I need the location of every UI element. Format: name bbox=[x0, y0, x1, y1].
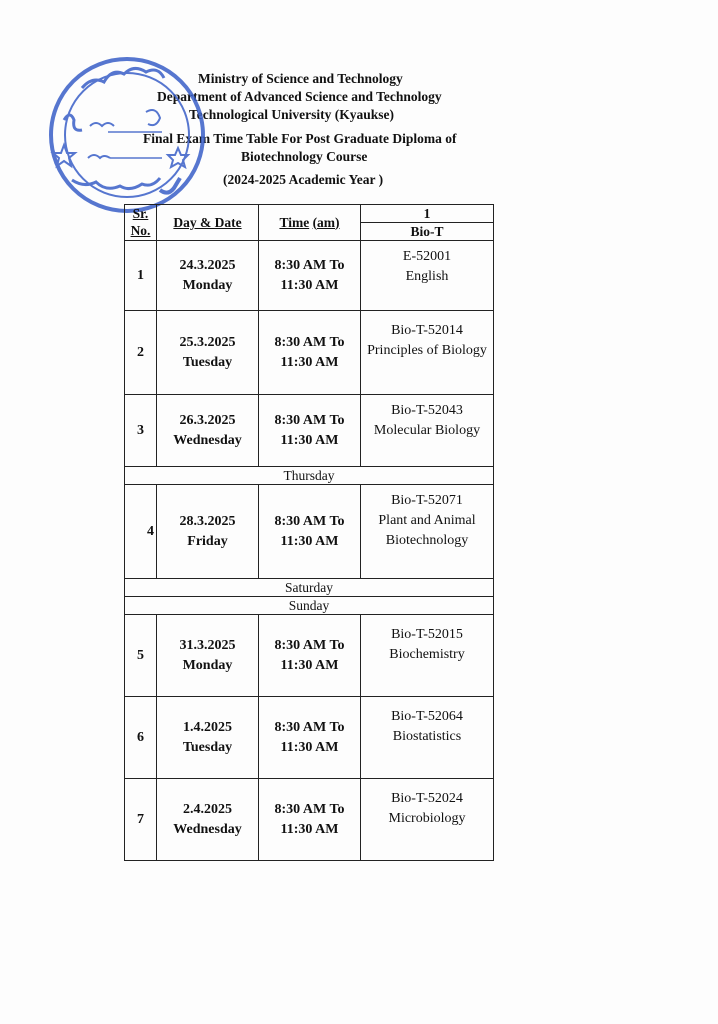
row-time-end: 11:30 AM bbox=[280, 657, 339, 673]
row-sr: 3 bbox=[125, 395, 157, 467]
subject-name: Molecular Biology bbox=[373, 423, 481, 438]
row-date-cell bbox=[157, 779, 259, 861]
row-time-start: 8:30 AM To bbox=[274, 637, 345, 653]
separator-row bbox=[125, 597, 494, 615]
row-sr: 7 bbox=[125, 779, 157, 861]
row-time-end: 11:30 AM bbox=[280, 432, 339, 448]
row-day: Wednesday bbox=[173, 821, 242, 837]
row-subject-cell bbox=[361, 779, 494, 861]
table-row bbox=[125, 311, 494, 395]
day-date-header bbox=[157, 205, 259, 241]
subject-name: Principles of Biology bbox=[367, 343, 487, 358]
row-sr: 5 bbox=[125, 615, 157, 697]
row-date-cell bbox=[157, 697, 259, 779]
row-time-start: 8:30 AM To bbox=[274, 801, 345, 817]
row-sr: 4 bbox=[125, 485, 157, 579]
separator-row bbox=[125, 467, 494, 485]
row-subject-cell bbox=[361, 485, 494, 579]
table-row bbox=[125, 779, 494, 861]
subject-name: Biostatistics bbox=[392, 729, 462, 744]
separator-label: Thursday bbox=[125, 467, 494, 485]
subject-code: Bio-T-52043 bbox=[391, 403, 463, 418]
row-subject-cell bbox=[361, 615, 494, 697]
row-date-cell bbox=[157, 311, 259, 395]
separator-label: Sunday bbox=[125, 597, 494, 615]
university-title: Technological University (Kyaukse) bbox=[189, 107, 395, 122]
row-time-cell bbox=[259, 241, 361, 311]
row-date-cell bbox=[157, 485, 259, 579]
row-date-cell bbox=[157, 395, 259, 467]
row-subject-cell bbox=[361, 241, 494, 311]
row-time-start: 8:30 AM To bbox=[274, 513, 345, 529]
row-sr: 2 bbox=[125, 311, 157, 395]
row-date-cell bbox=[157, 241, 259, 311]
row-sr: 6 bbox=[125, 697, 157, 779]
subject-name: Microbiology bbox=[388, 811, 466, 826]
subject-code: Bio-T-52071 bbox=[391, 493, 463, 508]
row-day: Tuesday bbox=[182, 739, 233, 755]
subject-name: Plant and Animal bbox=[378, 513, 476, 528]
time-unit-label: (am) bbox=[312, 214, 340, 230]
row-date: 28.3.2025 bbox=[179, 513, 236, 529]
row-date: 2.4.2025 bbox=[183, 801, 232, 817]
timetable-title: Final Exam Time Table For Post Graduate Diploma of bbox=[143, 131, 457, 146]
row-day: Monday bbox=[182, 277, 233, 293]
row-time-cell bbox=[259, 615, 361, 697]
table-row bbox=[125, 395, 494, 467]
subject-name: Biochemistry bbox=[389, 647, 465, 662]
group-name-header: Bio-T bbox=[361, 223, 494, 241]
row-time-end: 11:30 AM bbox=[280, 821, 339, 837]
row-subject-cell bbox=[361, 395, 494, 467]
time-header-label: Time bbox=[279, 214, 310, 230]
exam-timetable bbox=[124, 204, 494, 861]
row-day: Monday bbox=[182, 657, 233, 673]
subject-name-2: Biotechnology bbox=[385, 533, 469, 548]
row-time-end: 11:30 AM bbox=[280, 354, 339, 370]
row-time-start: 8:30 AM To bbox=[274, 719, 345, 735]
day-date-header-label: Day & Date bbox=[173, 214, 242, 230]
table-row bbox=[125, 615, 494, 697]
subject-code: Bio-T-52015 bbox=[391, 627, 463, 642]
department-title: Department of Advanced Science and Technology bbox=[157, 89, 442, 104]
row-time-cell bbox=[259, 779, 361, 861]
no-header: No. bbox=[125, 223, 157, 241]
row-date: 24.3.2025 bbox=[179, 257, 236, 273]
subject-code: Bio-T-52024 bbox=[391, 791, 463, 806]
row-date: 25.3.2025 bbox=[179, 334, 236, 350]
group-number-header: 1 bbox=[361, 205, 494, 223]
row-date: 31.3.2025 bbox=[179, 637, 236, 653]
row-time-cell bbox=[259, 395, 361, 467]
row-time-cell bbox=[259, 485, 361, 579]
table-row bbox=[125, 697, 494, 779]
row-time-start: 8:30 AM To bbox=[274, 334, 345, 350]
course-title: Biotechnology Course bbox=[241, 149, 368, 164]
time-header bbox=[259, 205, 361, 241]
row-subject-cell bbox=[361, 697, 494, 779]
subject-code: Bio-T-52064 bbox=[391, 709, 463, 724]
row-subject-cell bbox=[361, 311, 494, 395]
separator-label: Saturday bbox=[125, 579, 494, 597]
row-time-cell bbox=[259, 697, 361, 779]
table-row bbox=[125, 485, 494, 579]
academic-year: (2024-2025 Academic Year ) bbox=[223, 172, 384, 187]
row-sr: 1 bbox=[125, 241, 157, 311]
subject-code: E-52001 bbox=[402, 249, 452, 264]
row-day: Tuesday bbox=[182, 354, 233, 370]
separator-row bbox=[125, 579, 494, 597]
table-row bbox=[125, 241, 494, 311]
row-date: 26.3.2025 bbox=[179, 412, 236, 428]
sr-header: Sr. bbox=[125, 205, 157, 223]
row-time-end: 11:30 AM bbox=[280, 739, 339, 755]
subject-name: English bbox=[405, 269, 449, 284]
row-time-cell bbox=[259, 311, 361, 395]
row-time-start: 8:30 AM To bbox=[274, 412, 345, 428]
row-date: 1.4.2025 bbox=[183, 719, 232, 735]
row-time-end: 11:30 AM bbox=[280, 533, 339, 549]
row-time-start: 8:30 AM To bbox=[274, 257, 345, 273]
official-seal-icon bbox=[42, 50, 212, 220]
row-day: Wednesday bbox=[173, 432, 242, 448]
subject-code: Bio-T-52014 bbox=[391, 323, 463, 338]
row-date-cell bbox=[157, 615, 259, 697]
row-time-end: 11:30 AM bbox=[280, 277, 339, 293]
row-day: Friday bbox=[187, 533, 228, 549]
ministry-title: Ministry of Science and Technology bbox=[198, 71, 403, 86]
